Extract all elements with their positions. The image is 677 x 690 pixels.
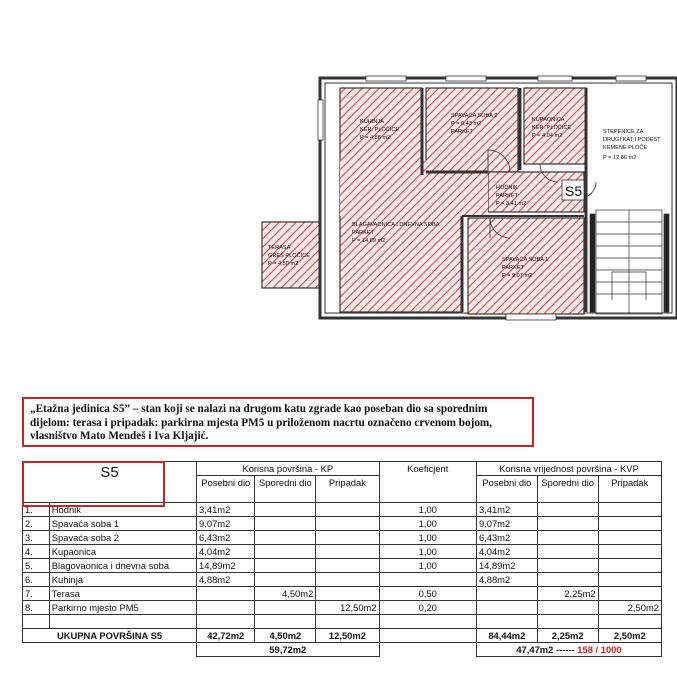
row-kp-sporedni [255,559,316,573]
unit-highlight-box [22,461,165,507]
label-spavaca2-floor: PARKET [451,129,473,135]
label-terasa-area: P = 4,50 m2 [268,261,299,267]
table-row [23,573,662,587]
row-kp-posebni: 6,43m2 [197,531,255,545]
label-dnevna-floor: PARKET [352,230,374,236]
row-kp-pripadak: 12,50m2 [316,601,379,615]
row-kp-pripadak [316,573,379,587]
row-kp-posebni: 3,41m2 [197,503,255,517]
row-kp-posebni: 4,88m2 [197,573,255,587]
row-no: 3. [23,531,50,545]
row-no: 7. [23,587,50,601]
row-koef: 0,50 [379,587,476,601]
label-stairs-1: STEPENICE ZA [603,129,644,135]
label-terasa-floor: GRES PLOČICE [268,253,310,259]
label-spavaca2-area: P = 6,43 m2 [451,121,482,127]
label-hodnik-name: HODNIK [496,185,518,191]
label-kupaonica-floor: KER. PLOČICE [532,125,572,131]
row-name: Kupaonica [49,545,196,559]
table-sum-row [23,643,662,657]
row-kp-pripadak [316,587,379,601]
room-spavaca-soba-1 [468,218,584,314]
row-kp-sporedni [255,503,316,517]
row-kp-sporedni [255,517,316,531]
row-kvp-sporedni [537,531,598,545]
row-kp-posebni: 14,89m2 [197,559,255,573]
row-koef: 1,00 [379,517,476,531]
room-dnevna-upper [340,160,488,216]
row-name: Blagovaonica i dnevna soba [49,559,196,573]
row-kvp-sporedni [537,601,598,615]
row-no: 6. [23,573,50,587]
total-kp-pripadak: 12,50m2 [316,629,379,643]
row-koef: 1,00 [379,559,476,573]
row-kvp-sporedni [537,559,598,573]
row-kvp-posebni: 4,88m2 [476,573,537,587]
row-kvp-sporedni [537,503,598,517]
row-no: 5. [23,559,50,573]
row-kvp-pripadak [598,531,661,545]
row-kp-sporedni [255,573,316,587]
sum-kp: 59,72m2 [197,643,380,657]
total-kp-posebni: 42,72m2 [197,629,255,643]
row-kp-posebni: 4,04m2 [197,545,255,559]
header-kvp: Korisna vrijednost površina - KVP [476,462,661,476]
label-dnevna-name: BLAGAVAONICA I DNEVNA SOBA [352,222,440,228]
row-kvp-sporedni [537,545,598,559]
unit-description: „Etažna jedinica S5” – stan koji se nalazi na drugom katu zgrade kao poseban dio sa sporednim dijelom: terasa i pripadak: parkirna mjesta PM5 u priloženom nacrtu označeno crvenom bojom, vlasništvo Mato Mendeš i Iva Kljajić. [22,397,534,447]
row-kvp-sporedni [537,573,598,587]
row-kp-pripadak [316,559,379,573]
row-kvp-sporedni: 2,25m2 [537,587,598,601]
row-kp-pripadak [316,531,379,545]
label-kuhinja-name: KUHINJA [360,119,384,125]
sub-kp-posebni: Posebni dio [197,476,255,503]
row-kvp-pripadak [598,503,661,517]
unit-label: S5 [565,183,583,199]
sub-kp-sporedni: Sporedni dio [255,476,316,503]
row-no: 4. [23,545,50,559]
row-name: Spavaća soba 2 [49,531,196,545]
sum-kvp-cell [476,643,661,657]
sub-kvp-posebni: Posebni dio [476,476,537,503]
row-kvp-pripadak [598,517,661,531]
row-name: Parkirno mjesto PM5 [49,601,196,615]
label-hodnik-floor: PARKET [496,193,518,199]
row-koef: 1,00 [379,531,476,545]
row-kvp-posebni: 6,43m2 [476,531,537,545]
label-spavaca2-name: SPAVAĆA SOBA 2 [451,113,498,119]
table-row [23,545,662,559]
table-row [23,531,662,545]
row-kp-sporedni [255,531,316,545]
row-koef: 0,20 [379,601,476,615]
row-kvp-pripadak: 2,50m2 [598,601,661,615]
table-row [23,559,662,573]
label-spavaca1-area: P = 9,07 m2 [502,273,533,279]
row-kp-sporedni [255,601,316,615]
table-row [23,517,662,531]
row-no: 1. [23,503,50,517]
label-spavaca1-floor: PARKET [502,265,524,271]
row-kp-sporedni: 4,50m2 [255,587,316,601]
row-kp-posebni [197,587,255,601]
table-row [23,601,662,615]
total-kvp-pripadak: 2,50m2 [598,629,661,643]
sub-kvp-sporedni: Sporedni dio [537,476,598,503]
row-kp-posebni [197,601,255,615]
share-value: 158 / 1000 [577,644,622,655]
row-koef [379,573,476,587]
row-kp-pripadak [316,503,379,517]
row-kvp-posebni: 9,07m2 [476,517,537,531]
row-kvp-sporedni [537,517,598,531]
label-kupaonica-name: KUPAONICA [532,117,565,123]
row-koef: 1,00 [379,503,476,517]
row-kvp-pripadak [598,559,661,573]
row-kvp-posebni: 4,04m2 [476,545,537,559]
row-kvp-pripadak [598,545,661,559]
floor-plan [0,0,677,340]
table-total-row [23,629,662,643]
row-kvp-posebni: 14,89m2 [476,559,537,573]
header-kp: Korisna površina - KP [197,462,380,476]
header-koef: Koeficjent [379,462,476,503]
row-kp-posebni: 9,07m2 [197,517,255,531]
row-name: Kuhinja [49,573,196,587]
row-name: Spavaća soba 1 [49,517,196,531]
label-stairs-3: KEMENE PLOČE [603,145,648,151]
label-dnevna-area: P = 14,89 m2 [352,238,386,244]
row-name: Terasa [49,587,196,601]
label-terasa-name: TERASA [268,245,291,251]
row-kvp-posebni: 3,41m2 [476,503,537,517]
row-kp-pripadak [316,517,379,531]
row-kvp-posebni [476,587,537,601]
sub-kp-pripadak: Pripadak [316,476,379,503]
sub-kvp-pripadak: Pripadak [598,476,661,503]
label-stairs-4: P = 12,86 m2 [603,155,637,161]
row-kvp-posebni [476,601,537,615]
label-stairs-2: DRUGI KAT I PODEST [603,137,661,143]
row-no: 2. [23,517,50,531]
row-name: Hodnik [49,503,196,517]
label-hodnik-area: P = 3,41 m2 [496,201,527,207]
table-spacer-row [23,615,662,629]
label-kuhinja-floor: KER. PLOČICE [360,127,400,133]
total-kvp-sporedni: 2,25m2 [537,629,598,643]
row-kp-sporedni [255,545,316,559]
row-kp-pripadak [316,545,379,559]
label-kuhinja-area: P = 4,88 m2 [360,135,391,141]
row-no: 8. [23,601,50,615]
row-kvp-pripadak [598,573,661,587]
label-kupaonica-area: P = 4,04 m2 [532,133,563,139]
row-kvp-pripadak [598,587,661,601]
table-row [23,587,662,601]
label-spavaca1-name: SPAVAĆA SOBA 1 [502,257,549,263]
row-koef: 1,00 [379,545,476,559]
sum-kvp: 47,47m2 ------ [516,644,575,655]
total-label: UKUPNA POVRŠINA S5 [23,629,197,643]
staircase [590,210,669,314]
total-kvp-posebni: 84,44m2 [476,629,537,643]
total-kp-sporedni: 4,50m2 [255,629,316,643]
unit-name: S5 [100,464,119,481]
